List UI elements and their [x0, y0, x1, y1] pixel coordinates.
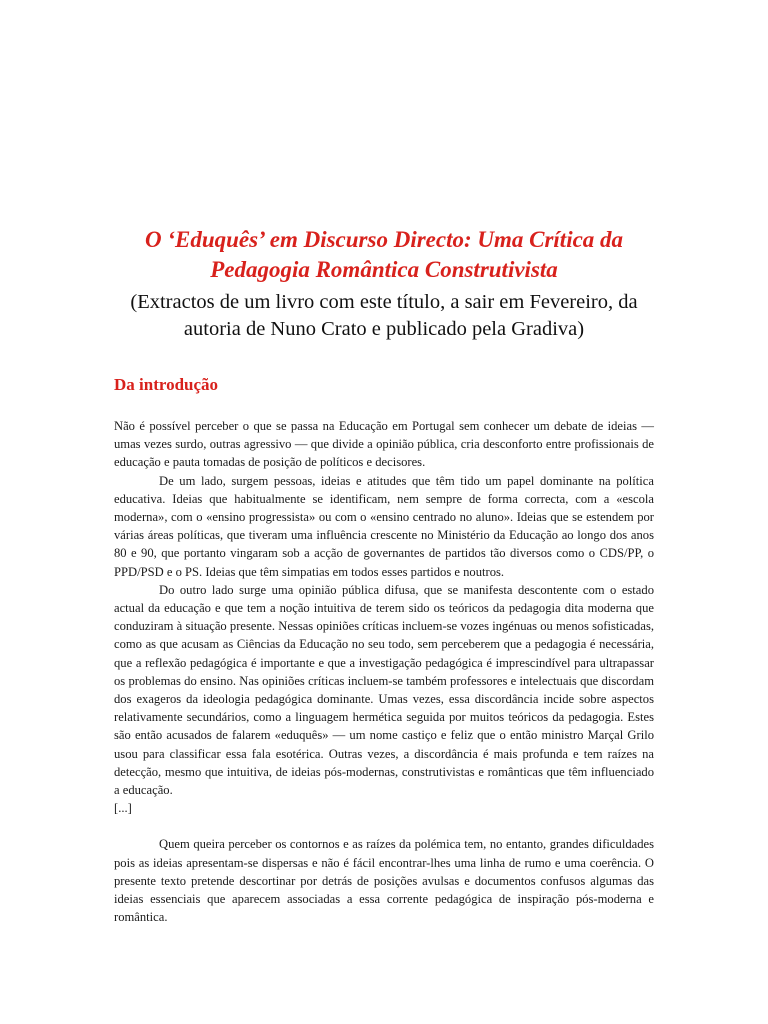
document-page [114, 225, 654, 926]
body-text [114, 417, 654, 926]
paragraph-3: Do outro lado surge uma opinião pública difusa, que se manifesta descontente com o estado actual da educação e que tem a noção intuitiva de terem sido os teóricos da pedagogia dita moderna que conduziram à situação presente. Nessas opiniões críticas incluem-se vozes ingénuas ou menos sofisticadas, como as que acusam as Ciências da Educação no seu todo, sem perceberem que a pedagogia é necessária, que a reflexão pedagógica é importante e que a investigação pedagógica é imprescindível para ultrapassar os problemas do ensino. Nas opiniões críticas incluem-se também professores e intelectuais que discordam dos exageros da ideologia pedagógica dominante. Umas vezes, essa discordância incide sobre aspectos relativamente secundários, como a linguagem hermética seguida por muitos teóricos da pedagogia. Estes são então acusados de falarem «eduquês» — um nome castiço e feliz que o então ministro Marçal Grilo usou para classificar essa fala esotérica. Outras vezes, a discordância é mais profunda e tem raízes na detecção, mesmo que intuitiva, de ideias pós-modernas, construtivistas e românticas que têm influenciado a educação. [114, 582, 654, 798]
document-subtitle: (Extractos de um livro com este título, a sair em Fevereiro, da autoria de Nuno Crato e publicado pela Gradiva) [130, 291, 638, 340]
document-title: O ‘Eduquês’ em Discurso Directo: Uma Crítica da Pedagogia Romântica Construtivista [144, 227, 624, 282]
ellipsis-marker: [...] [114, 801, 132, 816]
paragraph-4: Quem queira perceber os contornos e as raízes da polémica tem, no entanto, grandes dificuldades pois as ideias apresentam-se dispersas e não é fácil encontrar-lhes uma linha de rumo e uma coerência. O presente texto pretende descortinar por detrás de posições avulsas e documentos confusos algumas das ideias essenciais que aparecem associadas a essa corrente pedagógica de inspiração pós-moderna e romântica. [114, 837, 654, 925]
paragraph-1: Não é possível perceber o que se passa na Educação em Portugal sem conhecer um debate de ideias — umas vezes surdo, outras agressivo — que divide a opinião pública, cria desconforto entre profissionais de educação e pauta tomadas de posição de políticos e decisores. [114, 419, 654, 470]
section-heading: Da introdução [114, 375, 219, 394]
paragraph-2: De um lado, surgem pessoas, ideias e atitudes que têm tido um papel dominante na política educativa. Ideias que habitualmente se identificam, nem sempre de forma correcta, com a «escola moderna», com o «ensino progressista» ou com o «ensino centrado no aluno». Ideias que se estendem por várias áreas políticas, que tiveram uma influência crescente no Ministério da Educação ao longo dos anos 80 e 90, que portanto vingaram sob a acção de governantes de partidos tão diversos como o CDS/PP, o PPD/PSD e o PS. Ideias que têm simpatias em todos esses partidos e noutros. [114, 473, 654, 579]
